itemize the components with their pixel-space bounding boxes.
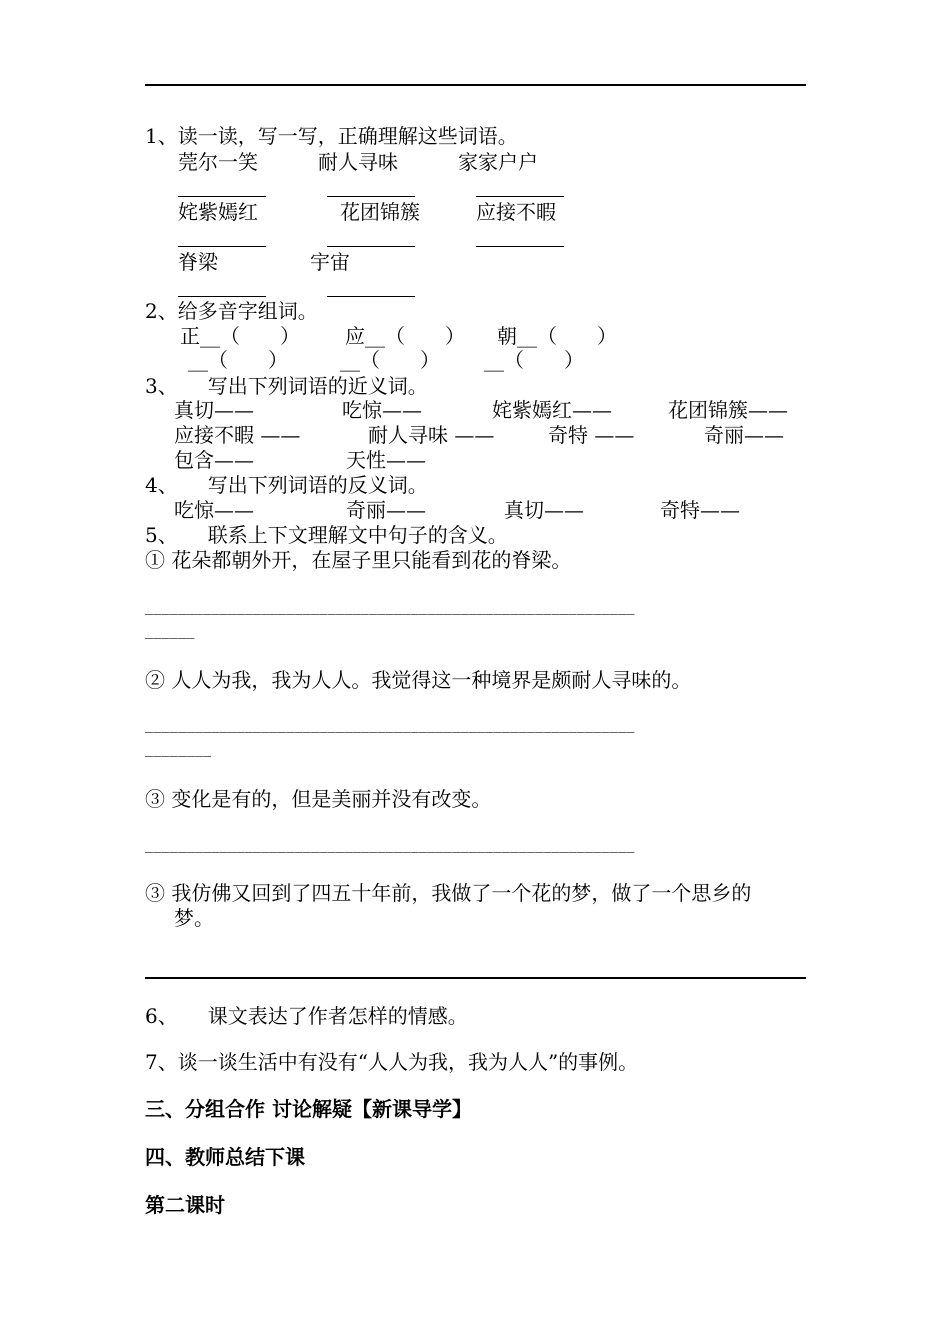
q5-sentence: ③ 我仿佛又回到了四五十年前，我做了一个花的梦，做了一个思乡的 [145, 881, 752, 905]
q1-word: 宇宙 [310, 250, 350, 274]
q1-word: 莞尔一笑 [178, 150, 258, 174]
answer-blank[interactable] [476, 246, 564, 247]
q3-item: 花团锦簇—— [668, 398, 788, 422]
q7-title: 7、谈一谈生活中有没有“人人为我，我为人人”的事例。 [145, 1050, 639, 1074]
q6-title: 6、 课文表达了作者怎样的情感。 [145, 1004, 468, 1028]
answer-blank[interactable] [476, 196, 564, 197]
answer-line[interactable]: ___________________________________________________________ [145, 714, 635, 733]
q2-item: 朝__（ ） [497, 324, 617, 348]
answer-blank[interactable] [327, 196, 415, 197]
answer-line[interactable]: ________ [145, 738, 212, 757]
q3-item: 奇特 —— [548, 423, 635, 447]
q4-item: 真切—— [504, 498, 584, 522]
q5-sentence: ① 花朵都朝外开，在屋子里只能看到花的脊梁。 [145, 548, 572, 572]
q3-item: 耐人寻味 —— [368, 423, 495, 447]
q1-title: 1、读一读，写一写，正确理解这些词语。 [145, 124, 518, 148]
answer-line[interactable]: ______ [145, 620, 195, 639]
q3-item: 天性—— [346, 448, 426, 472]
q5-title: 5、 联系上下文理解文中句子的含义。 [145, 523, 508, 547]
q1-word: 家家户户 [458, 150, 538, 174]
q2-item: __（ ） [340, 348, 440, 372]
q3-item: 真切—— [174, 398, 254, 422]
q2-title: 2、给多音字组词。 [145, 299, 318, 323]
answer-blank[interactable] [178, 196, 266, 197]
q3-title: 3、 写出下列词语的近义词。 [145, 374, 428, 398]
answer-blank[interactable] [178, 296, 266, 297]
section-heading: 三、分组合作 讨论解疑【新课导学】 [145, 1097, 472, 1121]
answer-blank[interactable] [178, 246, 266, 247]
section-heading: 第二课时 [145, 1193, 225, 1217]
q1-word: 应接不暇 [476, 200, 556, 224]
answer-blank[interactable] [327, 246, 415, 247]
answer-line[interactable]: ___________________________________________________________ [145, 596, 635, 615]
q4-item: 奇特—— [660, 498, 740, 522]
q5-sentence: ② 人人为我，我为人人。我觉得这一种境界是颇耐人寻味的。 [145, 668, 692, 692]
q1-word: 花团锦簇 [340, 200, 420, 224]
q3-item: 吃惊—— [342, 398, 422, 422]
q4-item: 奇丽—— [346, 498, 426, 522]
q5-sentence-cont: 梦。 [174, 906, 214, 930]
q1-word: 姹紫嫣红 [178, 200, 258, 224]
q4-item: 吃惊—— [174, 498, 254, 522]
answer-line[interactable]: ___________________________________________________________ [145, 834, 635, 853]
q4-title: 4、 写出下列词语的反义词。 [145, 473, 428, 497]
q2-item: __（ ） [188, 348, 288, 372]
q3-item: 姹紫嫣红—— [492, 398, 612, 422]
top-rule [145, 84, 806, 86]
q2-item: 正__（ ） [180, 324, 300, 348]
q3-item: 包含—— [174, 448, 254, 472]
q5-sentence: ③ 变化是有的，但是美丽并没有改变。 [145, 787, 492, 811]
section-heading: 四、教师总结下课 [145, 1145, 305, 1169]
q3-item: 应接不暇 —— [174, 423, 301, 447]
q1-word: 耐人寻味 [318, 150, 398, 174]
q1-word: 脊梁 [178, 250, 218, 274]
answer-blank[interactable] [327, 296, 415, 297]
answer-rule[interactable] [145, 977, 806, 979]
q3-item: 奇丽—— [704, 423, 784, 447]
q2-item: __（ ） [484, 348, 584, 372]
q2-item: 应__（ ） [345, 324, 465, 348]
